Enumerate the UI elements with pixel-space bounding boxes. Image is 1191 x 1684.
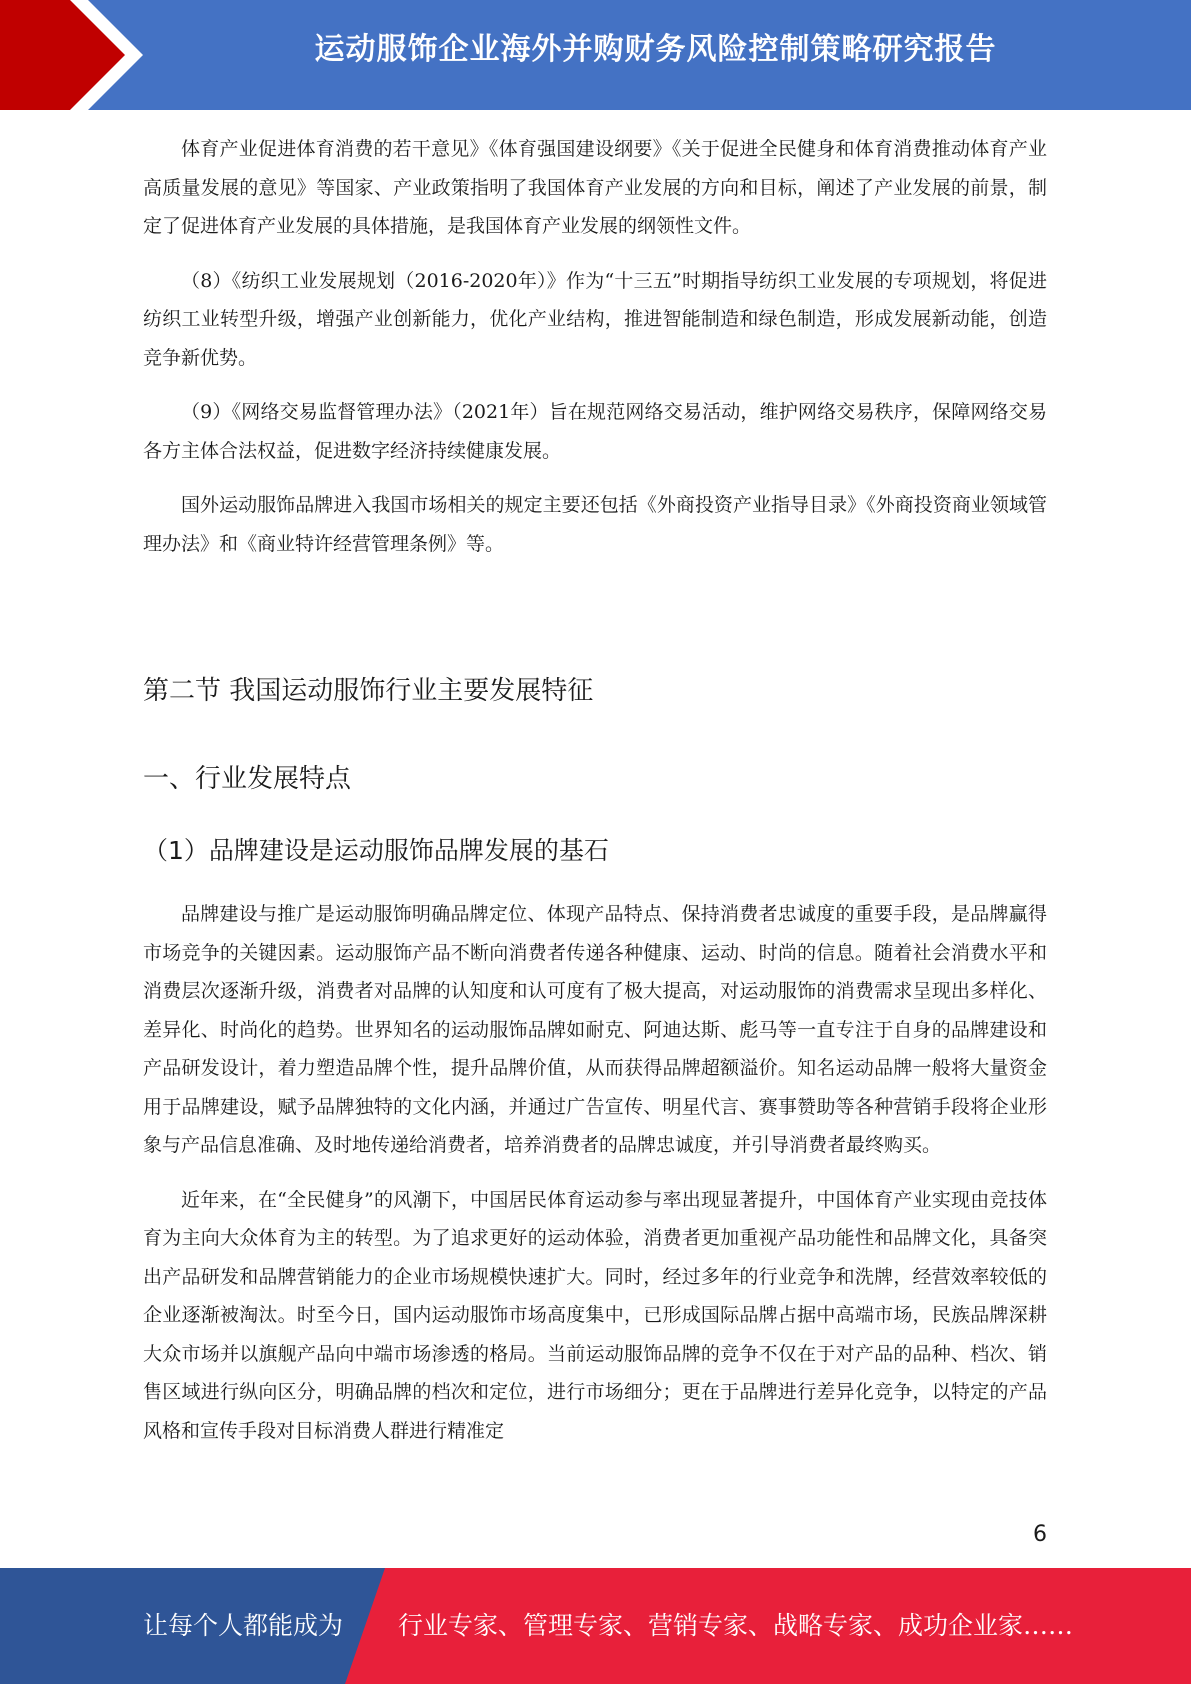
page-content: [143, 130, 1047, 1450]
page-number: 6: [1033, 1522, 1047, 1547]
paragraph-foreign-brands: 国外运动服饰品牌进入我国市场相关的规定主要还包括《外商投资产业指导目录》《外商投资商业领域管理办法》和《商业特许经营管理条例》等。: [143, 494, 1047, 555]
heading-brand-building: （1）品牌建设是运动服饰品牌发展的基石: [143, 836, 609, 865]
footer-slogan-right: 行业专家、管理专家、营销专家、战略专家、成功企业家……: [398, 1611, 1074, 1640]
paragraph-brand-building: 品牌建设与推广是运动服饰明确品牌定位、体现产品特点、保持消费者忠诚度的重要手段，是品牌赢得市场竞争的关键因素。运动服饰产品不断向消费者传递各种健康、运动、时尚的信息。随着社会消费水平和消费层次逐渐升级，消费者对品牌的认知度和认可度有了极大提高，对运动服饰的消费需求呈现出多样化、差异化、时尚化的趋势。世界知名的运动服饰品牌如耐克、阿迪达斯、彪马等一直专注于自身的品牌建设和产品研发设计，着力塑造品牌个性，提升品牌价值，从而获得品牌超额溢价。知名运动品牌一般将大量资金用于品牌建设，赋予品牌独特的文化内涵，并通过广告宣传、明星代言、赛事赞助等各种营销手段将企业形象与产品信息准确、及时地传递给消费者，培养消费者的品牌忠诚度，并引导消费者最终购买。: [143, 903, 1047, 1156]
page-footer: [0, 1568, 1191, 1684]
paragraph-recent-years: 近年来，在“全民健身”的风潮下，中国居民体育运动参与率出现显著提升，中国体育产业实现由竞技体育为主向大众体育为主的转型。为了追求更好的运动体验，消费者更加重视产品功能性和品牌文化，具备突出产品研发和品牌营销能力的企业市场规模快速扩大。同时，经过多年的行业竞争和洗牌，经营效率较低的企业逐渐被淘汰。时至今日，国内运动服饰市场高度集中，已形成国际品牌占据中高端市场，民族品牌深耕大众市场并以旗舰产品向中端市场渗透的格局。当前运动服饰品牌的竞争不仅在于对产品的品种、档次、销售区域进行纵向区分，明确品牌的档次和定位，进行市场细分；更在于品牌进行差异化竞争，以特定的产品风格和宣传手段对目标消费人群进行精准定: [143, 1188, 1047, 1442]
paragraph-textile-plan: （8）《纺织工业发展规划（2016-2020年）》作为“十三五”时期指导纺织工业发展的专项规划，将促进纺织工业转型升级，增强产业创新能力，优化产业结构，推进智能制造和绿色制造，形成发展新动能，创造竞争新优势。: [143, 269, 1047, 369]
page-header: [0, 0, 1191, 110]
section-title: 第二节 我国运动服饰行业主要发展特征: [143, 676, 594, 706]
paragraph-policy-intro: 体育产业促进体育消费的若干意见》《体育强国建设纲要》《关于促进全民健身和体育消费推动体育产业高质量发展的意见》等国家、产业政策指明了我国体育产业发展的方向和目标，阐述了产业发展的前景，制定了促进体育产业发展的具体措施，是我国体育产业发展的纲领性文件。: [143, 138, 1047, 237]
header-chevron-icon: [0, 0, 160, 110]
report-title: 运动服饰企业海外并购财务风险控制策略研究报告: [314, 32, 997, 67]
footer-slogan-left: 让每个人都能成为: [143, 1611, 344, 1640]
paragraph-online-trade: （9）《网络交易监督管理办法》（2021年）旨在规范网络交易活动，维护网络交易秩序，保障网络交易各方主体合法权益，促进数字经济持续健康发展。: [143, 401, 1047, 462]
heading-industry-features: 一、行业发展特点: [143, 764, 352, 794]
